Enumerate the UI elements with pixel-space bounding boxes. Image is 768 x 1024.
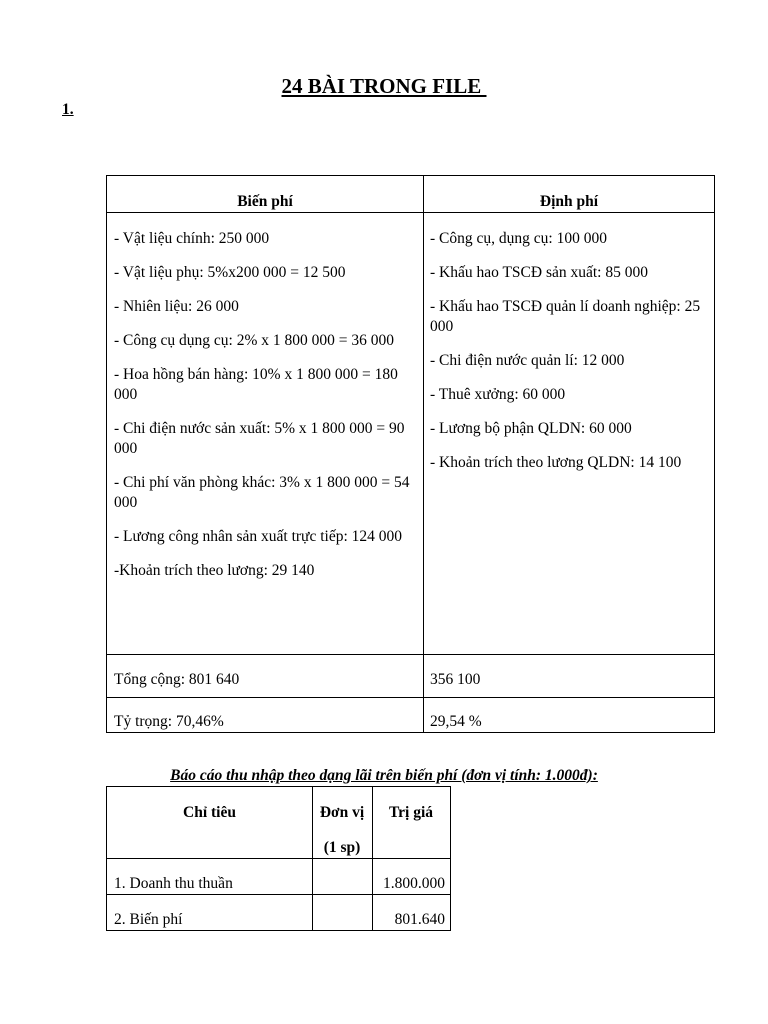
fixed-cost-total: 356 100 [430, 671, 481, 688]
fixed-cost-list [430, 229, 712, 487]
row-value: 1.800.000 [383, 875, 445, 892]
variable-cost-list [114, 229, 420, 595]
row-value: 801.640 [394, 911, 445, 928]
cost-classification-table [106, 175, 715, 733]
income-statement-table [106, 786, 451, 931]
header-divider [107, 212, 714, 213]
column-divider [423, 176, 424, 732]
variable-cost-item: - Công cụ dụng cụ: 2% x 1 800 000 = 36 000 [114, 332, 394, 349]
fixed-cost-item: - Khấu hao TSCĐ quản lí doanh nghiệp: 25 000 [430, 298, 701, 335]
total-row-divider [107, 654, 714, 655]
income-report-caption: Báo cáo thu nhập theo dạng lãi trên biến phí (đơn vị tính: 1.000đ): [170, 767, 598, 784]
variable-cost-item: - Chi điện nước sản xuất: 5% x 1 800 000 = 90 000 [114, 420, 405, 457]
fixed-cost-item: - Chi điện nước quản lí: 12 000 [430, 352, 625, 369]
row-label: 1. Doanh thu thuần [114, 875, 233, 892]
variable-cost-item: - Nhiên liệu: 26 000 [114, 298, 239, 315]
fixed-cost-item: - Thuê xưởng: 60 000 [430, 386, 566, 403]
fixed-cost-item: - Lương bộ phận QLDN: 60 000 [430, 420, 632, 437]
fixed-cost-item: - Khoản trích theo lương QLDN: 14 100 [430, 454, 682, 471]
value-header: Trị giá [388, 804, 434, 821]
variable-cost-item: - Vật liệu chính: 250 000 [114, 230, 270, 247]
variable-cost-item: - Lương công nhân sản xuất trực tiếp: 124 000 [114, 528, 403, 545]
section-number: 1. [62, 101, 74, 118]
fixed-cost-ratio: 29,54 % [430, 713, 482, 730]
document-title: 24 BÀI TRONG FILE [281, 74, 487, 98]
unit-header: Đơn vị [319, 804, 365, 821]
row-label: 2. Biến phí [114, 911, 183, 928]
variable-cost-item: - Hoa hồng bán hàng: 10% x 1 800 000 = 180 000 [114, 366, 398, 403]
variable-cost-item: -Khoản trích theo lương: 29 140 [114, 562, 315, 579]
variable-cost-ratio: Tỷ trọng: 70,46% [114, 713, 224, 730]
unit-header-sub: (1 sp) [323, 839, 361, 856]
variable-cost-total: Tổng cộng: 801 640 [114, 671, 240, 688]
header-divider [107, 858, 450, 859]
indicator-header: Chỉ tiêu [183, 804, 236, 821]
fixed-cost-item: - Công cụ, dụng cụ: 100 000 [430, 230, 607, 247]
ratio-row-divider [107, 697, 714, 698]
variable-cost-header: Biến phí [237, 193, 293, 210]
row-divider [107, 894, 450, 895]
fixed-cost-item: - Khấu hao TSCĐ sản xuất: 85 000 [430, 264, 648, 281]
variable-cost-item: - Vật liệu phụ: 5%x200 000 = 12 500 [114, 264, 346, 281]
variable-cost-item: - Chi phí văn phòng khác: 3% x 1 800 000 = 54 000 [114, 474, 410, 511]
fixed-cost-header: Định phí [539, 193, 599, 210]
